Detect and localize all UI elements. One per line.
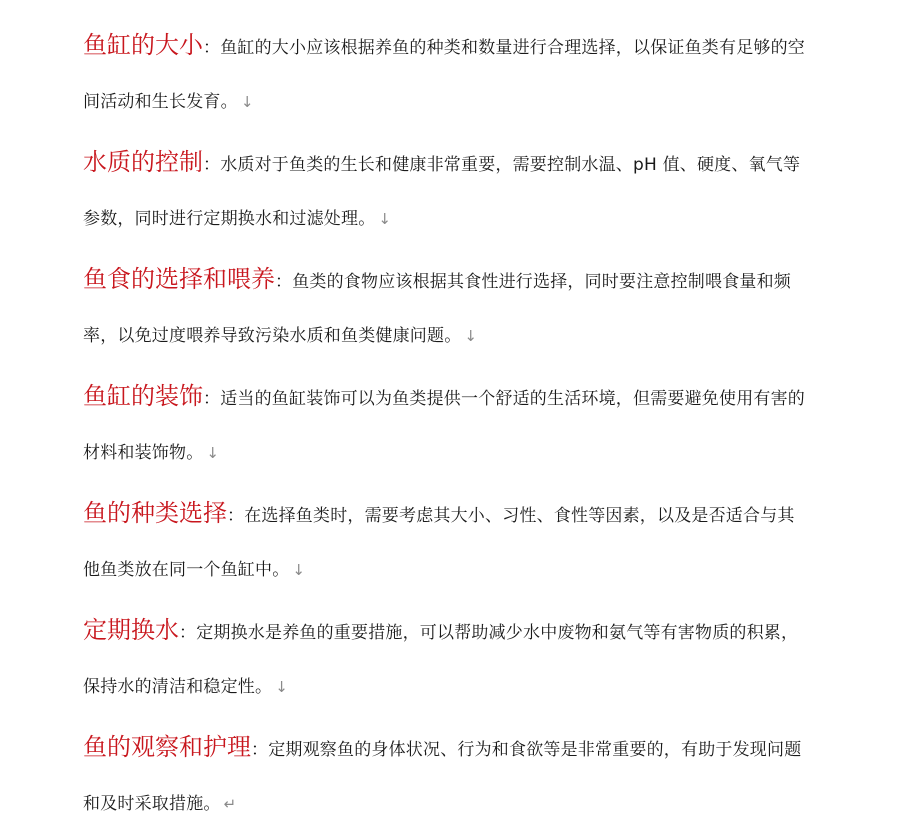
paragraph-text: ：鱼类的食物应该根据其食性进行选择，同时要注意控制喂食量和频率，以免过度喂养导致污染水质和鱼类健康问题。 bbox=[83, 272, 791, 346]
line-break-mark: ↓ bbox=[378, 210, 392, 228]
paragraph-tank-size bbox=[83, 18, 805, 129]
paragraph-species-selection bbox=[83, 486, 805, 597]
paragraph-text: ：定期换水是养鱼的重要措施，可以帮助减少水中废物和氨气等有害物质的积累，保持水的清洁和稳定性。 bbox=[83, 623, 799, 697]
paragraph-heading: 水质的控制 bbox=[83, 148, 203, 176]
line-break-mark: ↓ bbox=[275, 678, 288, 696]
paragraph-water-change bbox=[83, 603, 805, 714]
paragraph-heading: 定期换水 bbox=[83, 616, 179, 644]
paragraph-text: ：水质对于鱼类的生长和健康非常重要，需要控制水温、pH 值、硬度、氧气等参数，同时进行定期换水和过滤处理。 bbox=[83, 155, 801, 229]
paragraph-text: ：定期观察鱼的身体状况、行为和食欲等是非常重要的，有助于发现问题和及时采取措施。 bbox=[83, 740, 802, 814]
line-break-mark: ↓ bbox=[292, 561, 306, 579]
paragraph-observation-care bbox=[83, 720, 805, 831]
paragraph-text: ：适当的鱼缸装饰可以为鱼类提供一个舒适的生活环境，但需要避免使用有害的材料和装饰物。 bbox=[83, 389, 805, 463]
paragraph-heading: 鱼缸的大小 bbox=[83, 31, 203, 59]
document-body bbox=[83, 18, 805, 837]
paragraph-text: ：鱼缸的大小应该根据养鱼的种类和数量进行合理选择，以保证鱼类有足够的空间活动和生长发育。 bbox=[83, 38, 805, 112]
paragraph-water-quality bbox=[83, 135, 805, 246]
paragraph-heading: 鱼缸的装饰 bbox=[83, 382, 203, 410]
paragraph-heading: 鱼食的选择和喂养 bbox=[83, 265, 275, 293]
line-break-mark: ↓ bbox=[206, 444, 220, 462]
paragraph-heading: 鱼的观察和护理 bbox=[83, 733, 251, 761]
paragraph-mark: ↵ bbox=[223, 795, 237, 813]
line-break-mark: ↓ bbox=[464, 327, 478, 345]
paragraph-text: ：在选择鱼类时，需要考虑其大小、习性、食性等因素，以及是否适合与其他鱼类放在同一个鱼缸中。 bbox=[83, 506, 795, 580]
paragraph-feeding bbox=[83, 252, 805, 363]
paragraph-heading: 鱼的种类选择 bbox=[83, 499, 227, 527]
paragraph-decoration bbox=[83, 369, 805, 480]
line-break-mark: ↓ bbox=[240, 93, 254, 111]
